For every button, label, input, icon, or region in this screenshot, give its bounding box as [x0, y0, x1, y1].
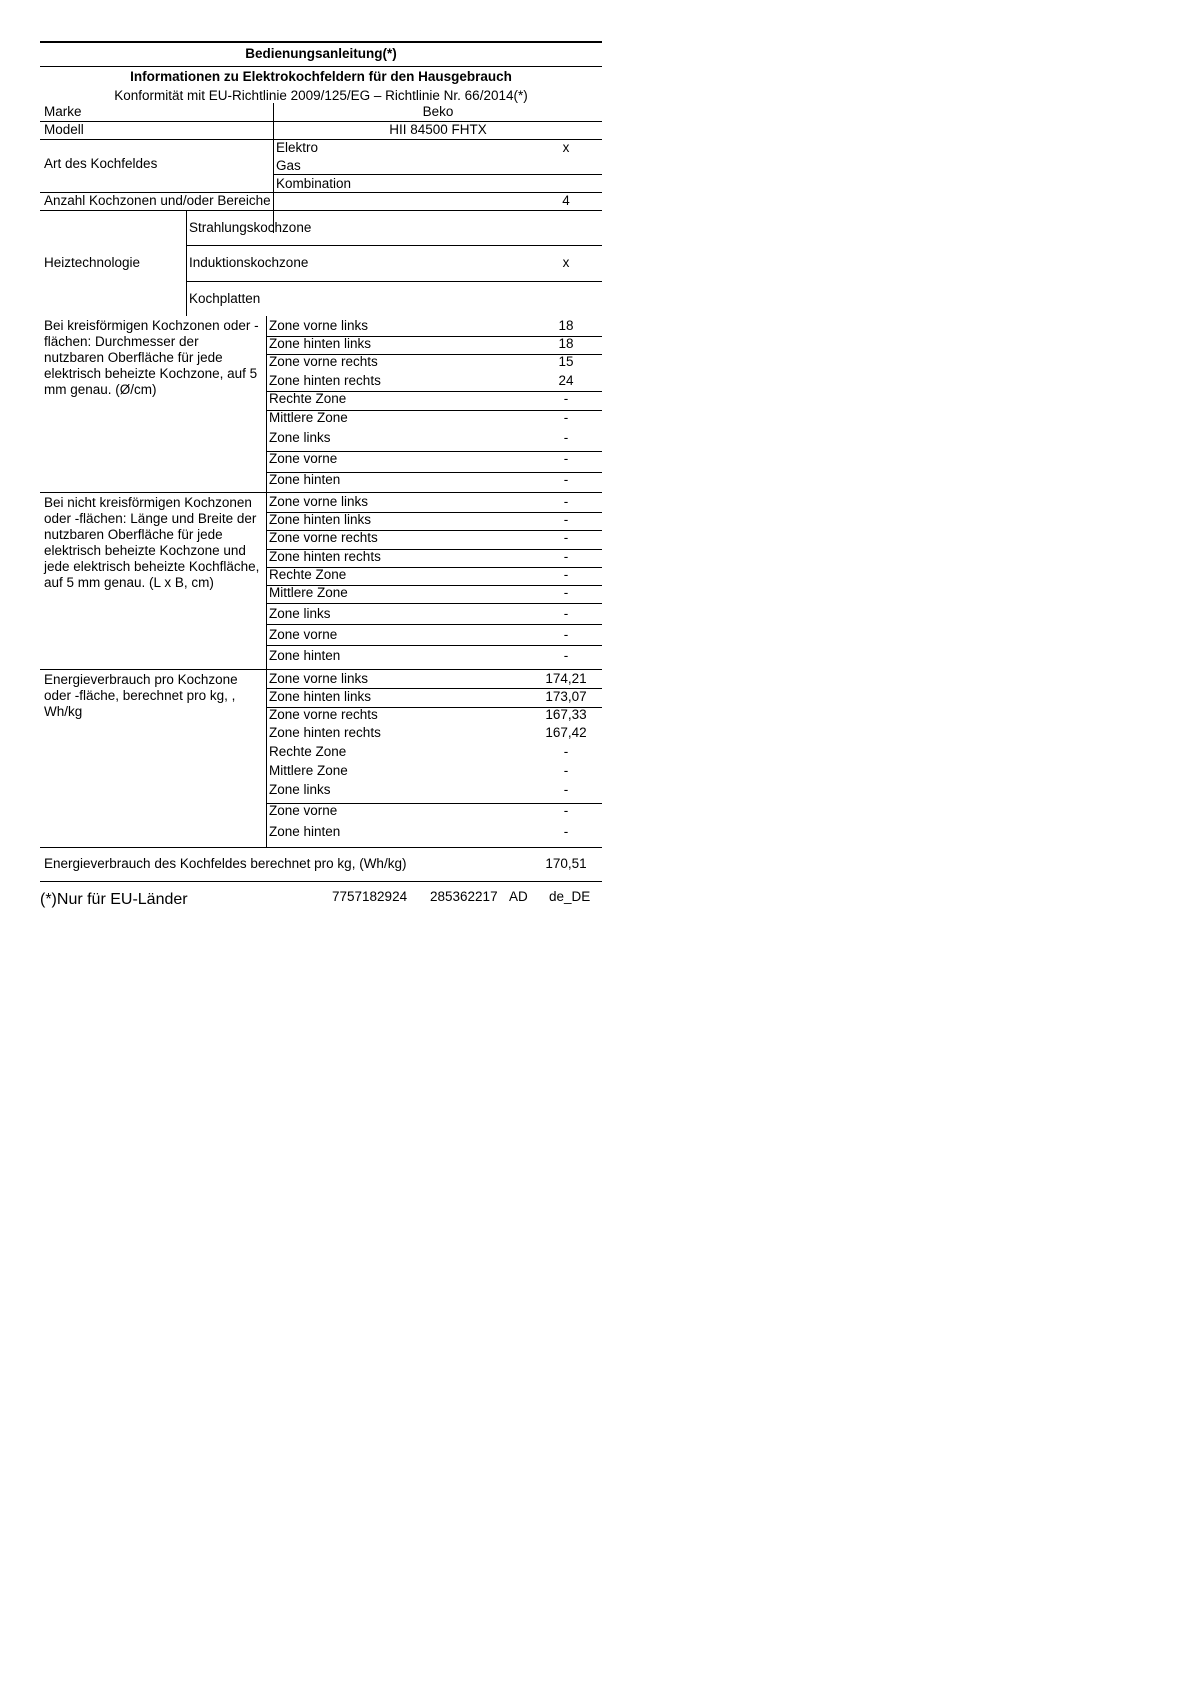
zone-value: -	[563, 763, 569, 778]
zone-value: -	[563, 585, 569, 600]
zone-value: -	[563, 512, 569, 527]
row-divider	[266, 472, 602, 473]
zone-value: -	[563, 606, 569, 621]
zone-value: 24	[558, 373, 574, 388]
heating-label: Heiztechnologie	[44, 255, 141, 270]
zone-value: -	[563, 824, 569, 839]
zone-name: Zone hinten rechts	[269, 373, 381, 388]
row-divider	[266, 549, 602, 550]
energy-total-value: 170,51	[545, 856, 587, 871]
zone-name: Zone links	[269, 606, 331, 621]
zone-value: -	[563, 410, 569, 425]
divider	[40, 881, 602, 882]
column-divider	[266, 316, 267, 848]
row-divider	[266, 354, 602, 355]
zone-name: Zone vorne links	[269, 494, 369, 509]
zone-value: 174,21	[545, 671, 587, 686]
row-divider	[266, 512, 602, 513]
divider	[40, 492, 602, 493]
row-divider	[266, 707, 602, 708]
divider	[40, 669, 602, 670]
zone-value: 173,07	[545, 689, 587, 704]
zone-name: Zone links	[269, 782, 331, 797]
zone-name: Zone hinten	[269, 648, 341, 663]
hob-type-option: Kombination	[276, 176, 352, 191]
heating-option: Induktionskochzone	[189, 255, 309, 270]
zone-value: -	[563, 782, 569, 797]
zone-name: Zone hinten links	[269, 336, 372, 351]
zone-value: 18	[558, 336, 574, 351]
row-divider	[266, 688, 602, 689]
energy-zone-label: Energieverbrauch pro Kochzone oder -fläche, berechnet pro kg, , Wh/kg	[44, 672, 238, 719]
row-divider	[266, 567, 602, 568]
zone-name: Rechte Zone	[269, 567, 347, 582]
conformity-line: Konformität mit EU-Richtlinie 2009/125/EG – Richtlinie Nr. 66/2014(*)	[114, 88, 528, 103]
divider	[40, 139, 602, 140]
zone-name: Rechte Zone	[269, 744, 347, 759]
zone-name: Zone vorne links	[269, 671, 369, 686]
footer-locale: de_DE	[549, 889, 591, 904]
row-divider	[266, 585, 602, 586]
zone-name: Zone hinten	[269, 472, 341, 487]
row-divider	[266, 645, 602, 646]
zone-value: -	[563, 648, 569, 663]
footer-code-2: 285362217	[430, 889, 498, 904]
zone-value: -	[563, 549, 569, 564]
zone-name: Zone hinten rechts	[269, 549, 381, 564]
zone-value: -	[563, 803, 569, 818]
zone-value: 167,42	[545, 725, 587, 740]
heating-option: Kochplatten	[189, 291, 261, 306]
row-divider	[266, 803, 602, 804]
zone-value: -	[563, 530, 569, 545]
divider	[186, 281, 602, 282]
zone-value: -	[563, 430, 569, 445]
top-rule	[40, 41, 602, 43]
model-value: HII 84500 FHTX	[389, 122, 487, 137]
row-divider	[266, 624, 602, 625]
zone-name: Zone vorne rechts	[269, 530, 378, 545]
zone-value: 18	[558, 318, 574, 333]
zone-name: Mittlere Zone	[269, 410, 348, 425]
row-divider	[266, 391, 602, 392]
divider	[40, 66, 602, 67]
zone-name: Zone hinten links	[269, 512, 372, 527]
zone-value: -	[563, 391, 569, 406]
zone-count-label: Anzahl Kochzonen und/oder Bereiche	[44, 193, 271, 208]
zone-value: 15	[558, 354, 574, 369]
zone-value: -	[563, 451, 569, 466]
row-divider	[266, 336, 602, 337]
document-subtitle: Informationen zu Elektrokochfeldern für den Hausgebrauch	[130, 69, 512, 84]
hob-type-label: Art des Kochfeldes	[44, 156, 158, 171]
hob-type-option: Gas	[276, 158, 301, 173]
zone-value: -	[563, 494, 569, 509]
divider	[40, 847, 602, 848]
zone-name: Zone vorne rechts	[269, 354, 378, 369]
zone-value: -	[563, 744, 569, 759]
footer-code-3: AD	[509, 889, 528, 904]
zone-name: Zone vorne	[269, 451, 338, 466]
zone-value: -	[563, 627, 569, 642]
zone-name: Zone vorne	[269, 803, 338, 818]
footer-code-1: 7757182924	[332, 889, 408, 904]
divider	[273, 174, 602, 175]
divider	[186, 245, 602, 246]
energy-total-label: Energieverbrauch des Kochfeldes berechnet pro kg, (Wh/kg)	[44, 856, 407, 871]
hob-type-option: Elektro	[276, 140, 319, 155]
model-label: Modell	[44, 122, 84, 137]
zone-name: Mittlere Zone	[269, 763, 348, 778]
zone-value: 167,33	[545, 707, 587, 722]
zone-name: Zone hinten rechts	[269, 725, 381, 740]
brand-label: Marke	[44, 104, 82, 119]
zone-name: Zone vorne rechts	[269, 707, 378, 722]
zone-name: Zone vorne	[269, 627, 338, 642]
column-divider	[273, 103, 274, 233]
row-divider	[266, 451, 602, 452]
circular-label: Bei kreisförmigen Kochzonen oder -flächen: Durchmesser der nutzbaren Oberfläche für jede elektrisch beheizte Kochzone, auf 5 mm genau. (Ø/cm)	[44, 318, 259, 397]
heating-option: Strahlungskochzone	[189, 220, 312, 235]
zone-value: -	[563, 472, 569, 487]
zone-name: Zone vorne links	[269, 318, 369, 333]
zone-value: -	[563, 567, 569, 582]
divider	[40, 210, 602, 211]
zone-name: Mittlere Zone	[269, 585, 348, 600]
footer-note: (*)Nur für EU-Länder	[40, 891, 188, 908]
row-divider	[266, 603, 602, 604]
heating-mark: x	[562, 255, 570, 270]
row-divider	[266, 410, 602, 411]
zone-name: Zone hinten links	[269, 689, 372, 704]
hob-type-mark: x	[562, 140, 570, 155]
row-divider	[266, 530, 602, 531]
zone-count-value: 4	[562, 193, 570, 208]
column-divider	[186, 210, 187, 316]
zone-name: Zone links	[269, 430, 331, 445]
zone-name: Rechte Zone	[269, 391, 347, 406]
document-title: Bedienungsanleitung(*)	[245, 46, 397, 61]
zone-name: Zone hinten	[269, 824, 341, 839]
noncircular-label: Bei nicht kreisförmigen Kochzonen oder -flächen: Länge und Breite der nutzbaren Oberfläche für jede elektrisch beheizte Kochzone und jede elektrisch beheizte Kochfläche, auf 5 mm genau. (L x B, cm)	[44, 495, 260, 590]
brand-value: Beko	[422, 104, 454, 119]
